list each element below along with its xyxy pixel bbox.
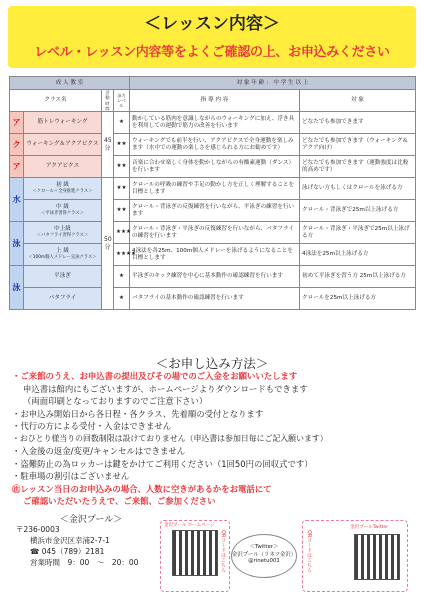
- section-title: ＜お申し込み方法＞: [155, 356, 269, 371]
- twitter-qr-label: 金沢プールTwitter: [350, 525, 389, 530]
- twitter-qr-note: QRコードはこちら: [306, 530, 312, 573]
- twitter-info: [231, 534, 297, 578]
- table-row-target: どなたでも参加できます: [300, 112, 416, 134]
- table-row-class: 平泳ぎ: [24, 266, 102, 288]
- swim-side-label: 水: [10, 178, 24, 222]
- class-name: 中上級: [54, 226, 71, 233]
- level-stars: ★★: [114, 178, 130, 200]
- table-row-content: ウォーキングでも前半を行い、アクアビクスで全身運動を楽しみます（水中での運動の楽しさを感じられる方にお勧めです）: [130, 134, 300, 156]
- table-row-class: アクアビクス: [24, 156, 102, 178]
- col-header-content: 指 導 内 容: [130, 90, 300, 112]
- table-row-content: クロールの呼吸の練習や手足の動かし方を正しく理解することを目標とします: [130, 178, 300, 200]
- col-header-class: クラス名: [10, 90, 102, 112]
- level-stars: ★★: [114, 156, 130, 178]
- time-aqua: 45分: [102, 112, 114, 178]
- rule-1a: 申込書は館内にもございますが、ホームページよりダウンロードもできます: [23, 383, 308, 394]
- table-row-content: クロール・背泳ぎの反復練習を行いながら、平泳ぎの練習を行います: [130, 200, 300, 222]
- aqua-side-label: ク: [10, 134, 24, 156]
- twitter-title: ＜Twitter＞: [249, 544, 279, 550]
- table-row-target: 初めて平泳ぎを習う方 25m以上泳げる方: [300, 266, 416, 288]
- twitter-qr-code[interactable]: [354, 534, 400, 580]
- table-row-class: [24, 200, 102, 222]
- table-row-target: どなたでも参加できます（運動強度は比較的高めです）: [300, 156, 416, 178]
- rule-8: ㊟レッスン当日のお申込みの場合、人数に空きがあるかをお電話にて: [12, 483, 272, 494]
- table-row-content: クロール・背泳ぎ・平泳ぎの反復練習を行いながら、バタフライの練習を行います: [130, 222, 300, 244]
- col-header-target: 対 象: [300, 90, 416, 112]
- time-swim: 50分: [102, 178, 114, 310]
- swim-side-label: 泳: [10, 266, 24, 310]
- lesson-table: [9, 76, 416, 310]
- homepage-qr-label: 金沢プール ホームページ: [164, 523, 215, 528]
- table-row-target: クロール・背泳ぎ・平泳ぎで25m以上泳げる方: [300, 222, 416, 244]
- level-stars: ★★: [114, 200, 130, 222]
- level-stars: ★★★: [114, 222, 130, 244]
- level-stars: ★★: [114, 134, 130, 156]
- class-name: 初 級: [56, 182, 69, 189]
- table-row-class: バタフライ: [24, 288, 102, 310]
- class-sub: ＜100m個人メドレー完泳クラス＞: [28, 255, 97, 261]
- rule-5: ・入金後の返金/変更/キャンセルはできません: [12, 445, 186, 456]
- col-header-time: 活動時間: [102, 90, 114, 112]
- twitter-name: 金沢プール（リネツ金沢）: [232, 552, 297, 558]
- aqua-side-label: ア: [10, 156, 24, 178]
- rule-3: ・代行の方による受付・入金はできません: [12, 421, 172, 432]
- table-row-content: バタフライの基本動作の確認練習を行います: [130, 288, 300, 310]
- business-hours: 営業時間 9：00 ～ 20：00: [30, 557, 139, 567]
- page-subtitle: レベル・レッスン内容等をよくご確認の上、お申込みください: [34, 45, 390, 60]
- address: 横浜市金沢区幸浦2-7-1: [30, 535, 110, 545]
- rule-1: ・ご来館のうえ、お申込書の提出及びその場でのご入金をお願いいたします: [12, 371, 298, 381]
- class-sub: ＜平泳ぎ習得クラス＞: [41, 211, 84, 217]
- table-row-class: 筋トレウォーキング: [24, 112, 102, 134]
- header-banner: [8, 6, 416, 68]
- rule-4: ・おひとり様当りの回数制限は設けておりません（申込書は参加日毎にご記入願います）: [12, 434, 328, 444]
- class-name: 上 級: [56, 248, 69, 255]
- zip-code: 〒236-0003: [16, 525, 60, 534]
- pool-info: [16, 512, 166, 569]
- class-sub: ＜バタフライ習得クラス＞: [36, 233, 89, 239]
- level-stars: ★★★★: [114, 244, 130, 266]
- rule-6: ・盗難防止の為ロッカーは鍵をかけてご利用ください（1回50円の回収式です）: [12, 458, 313, 469]
- aqua-side-label: ア: [10, 112, 24, 134]
- table-row-content: 4泳法を各25m、100m個人メドレーを泳げるようになることを目標とします: [130, 244, 300, 266]
- col-header-level: 泳力レベル: [114, 90, 130, 112]
- table-row-content: 動かしている筋肉を意識しながらのウォーキングに加え、浮き具を利用しての運動で筋力の改善を行います: [130, 112, 300, 134]
- rule-2: ・お申込み開始日から各日程・各クラス、先着順の受付となります: [12, 408, 264, 419]
- twitter-handle[interactable]: @rinetu001: [248, 558, 280, 564]
- homepage-qr-note: QRコードはこちら: [220, 530, 226, 573]
- homepage-qr-code[interactable]: [172, 530, 218, 576]
- table-row-class: [24, 244, 102, 266]
- class-sub: ＜クロール＋全身推進クラス＞: [32, 189, 93, 195]
- class-name: 中 級: [56, 204, 69, 211]
- table-row-class: ウォーキング＆アクアビクス: [24, 134, 102, 156]
- table-header-target-age: 対 象 年 齢 ： 中 学 生 以 上: [130, 77, 416, 90]
- table-row-target: 4泳法を25m以上泳げる方: [300, 244, 416, 266]
- table-row-content: 平泳ぎのキック練習を中心に基本動作の確認練習を行います: [130, 266, 300, 288]
- table-header-group: 成 人 教 室: [10, 77, 130, 90]
- level-stars: ★: [114, 288, 130, 310]
- level-stars: ★: [114, 112, 130, 134]
- table-row-class: [24, 222, 102, 244]
- table-row-target: クロールを25m以上泳げる方: [300, 288, 416, 310]
- swim-side-label: 泳: [10, 222, 24, 266]
- pool-name: ＜金沢プール＞: [59, 515, 123, 525]
- table-row-class: [24, 178, 102, 200]
- rule-1b: （両面印刷となっておりますのでご注意下さい）: [23, 396, 208, 407]
- table-row-content: 音楽に合わせ楽しく身体を動かしながらの有酸素運動（ダンス）を行います: [130, 156, 300, 178]
- application-rules: [12, 370, 417, 508]
- table-row-target: クロール・背泳ぎで25m以上泳げる方: [300, 200, 416, 222]
- phone: ☎ 045（789）2181: [30, 546, 105, 556]
- rule-7: ・駐車場の割引はございません: [12, 471, 130, 482]
- page-title: ＜レッスン内容＞: [144, 14, 280, 34]
- table-row-target: 泳げない方もしくはクロールを泳げる方: [300, 178, 416, 200]
- rule-8a: ご確認いただいたうえで、ご来館、ご参加ください: [23, 496, 216, 507]
- level-stars: ★: [114, 266, 130, 288]
- table-row-target: どなたでも参加できます（ウォーキング＆アクア向け）: [300, 134, 416, 156]
